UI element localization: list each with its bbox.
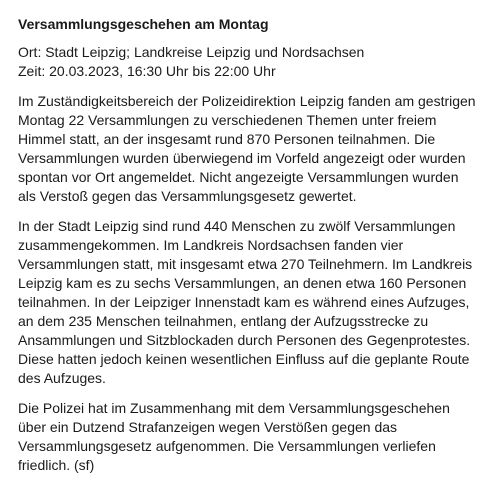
time-line: Zeit: 20.03.2023, 16:30 Uhr bis 22:00 Uhr	[18, 63, 276, 79]
paragraph-conclusion: Die Polizei hat im Zusammenhang mit dem Versammlungsgeschehen über ein Dutzend Strafanzeigen wegen Verstößen gegen das Versammlungsgesetz aufgenommen. Die Versammlungen verliefen friedlich. (sf)	[18, 400, 450, 473]
article-meta	[18, 43, 477, 81]
location-line: Ort: Stadt Leipzig; Landkreise Leipzig und Nordsachsen	[18, 44, 365, 60]
article-headline: Versammlungsgeschehen am Montag	[18, 16, 269, 32]
paragraph-details: In der Stadt Leipzig sind rund 440 Menschen zu zwölf Versammlungen zusammengekommen. Im Landkreis Nordsachsen fanden vier Versammlungen statt, mit insgesamt etwa 270 Teilnehmern. Im Landkreis Leipzig kam es zu sechs Versammlungen, an denen etwa 160 Personen teilnahmen. In der Leipziger Innenstadt kam es während eines Aufzuges, an dem 235 Menschen teilnahmen, entlang der Aufzugsstrecke zu Ansammlungen und Sitzblockaden durch Personen des Gegenprotestes. Diese hatten jedoch keinen wesentlichen Einfluss auf die geplante Route des Aufzuges.	[18, 218, 473, 386]
paragraph-overview: Im Zuständigkeitsbereich der Polizeidirektion Leipzig fanden am gestrigen Montag 22 Versammlungen zu verschiedenen Themen unter freiem Himmel statt, an der insgesamt rund 870 Personen teilnahmen. Die Versammlungen wurden überwiegend im Vorfeld angezeigt oder wurden spontan vor Ort angemeldet. Nicht angezeigte Versammlungen wurden als Verstoß gegen das Versammlungsgesetz gewertet.	[18, 93, 476, 204]
